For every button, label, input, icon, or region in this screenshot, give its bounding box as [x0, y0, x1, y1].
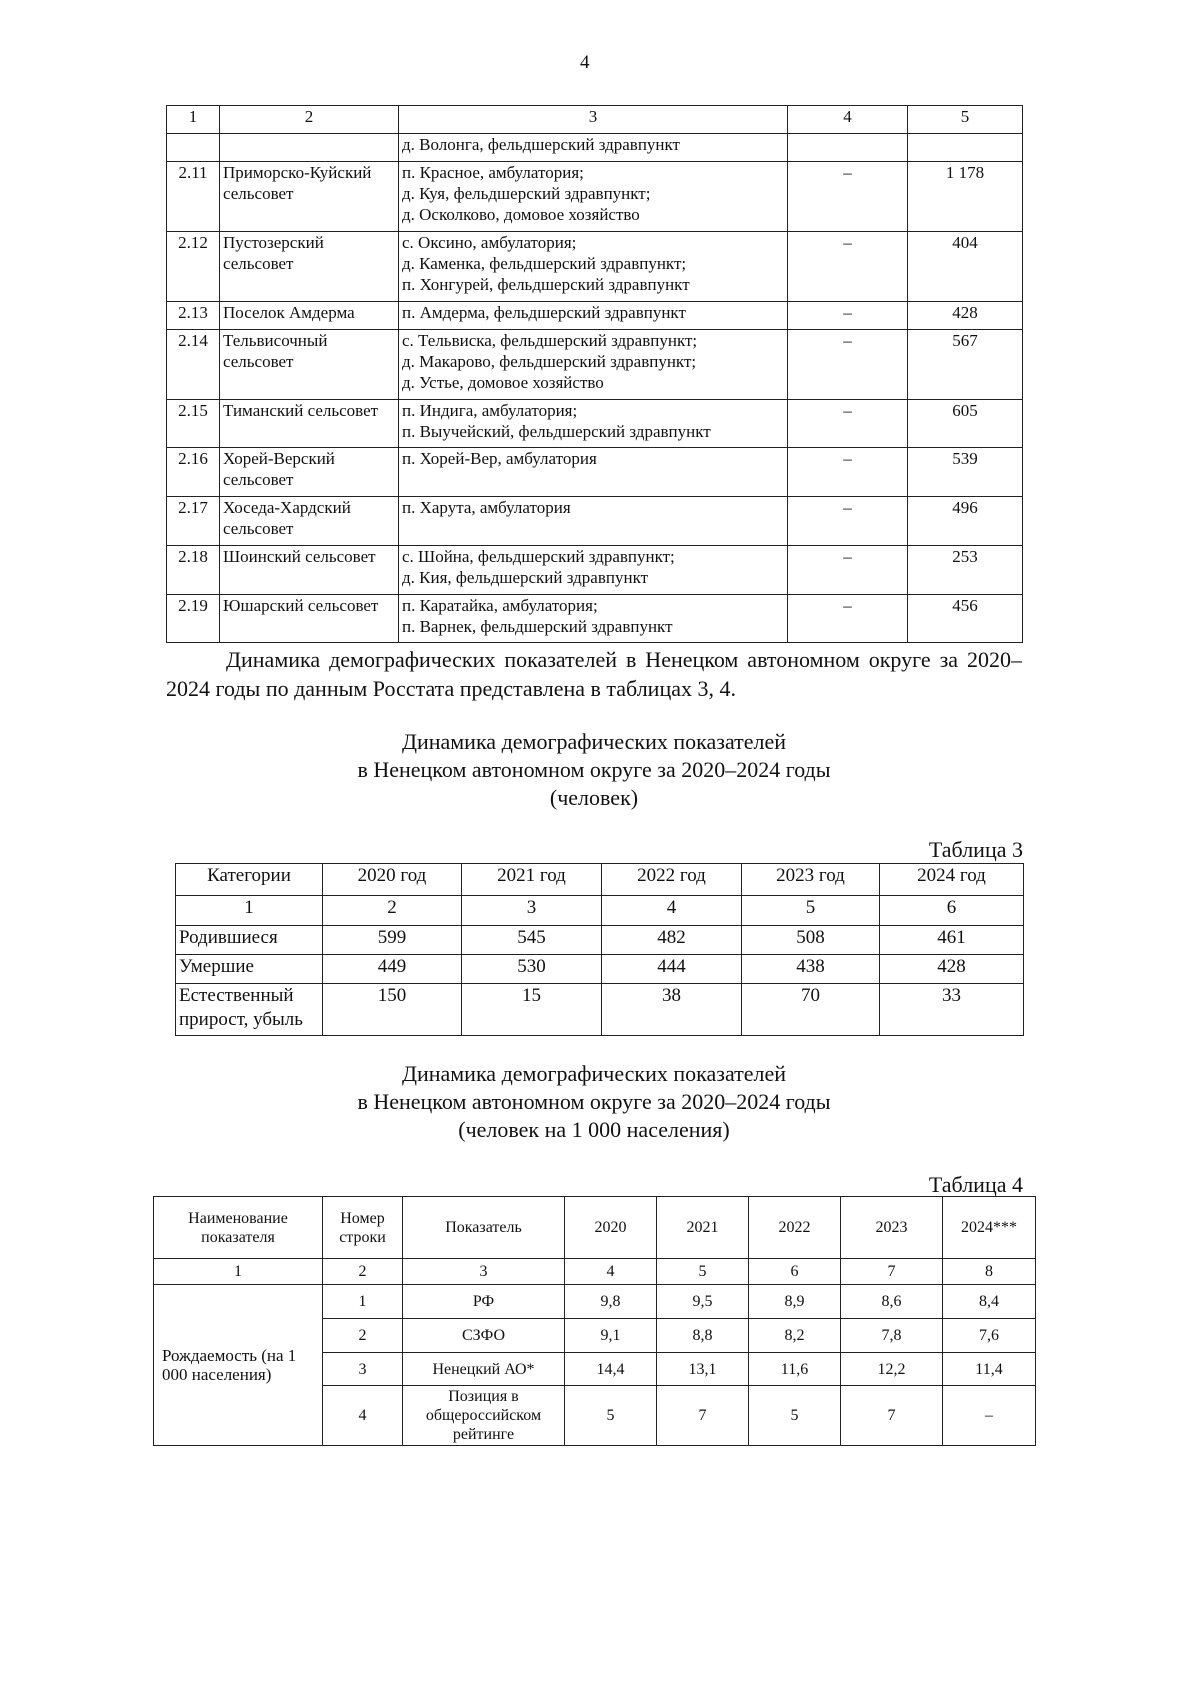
value-cell: 33 — [880, 984, 1024, 1036]
value-cell: 7,6 — [943, 1319, 1036, 1353]
column-4-value: – — [788, 595, 908, 643]
category-label: Умершие — [176, 955, 323, 984]
column-header: 2022 год — [602, 864, 742, 896]
population: 539 — [908, 448, 1023, 497]
column-header: 2023 год — [742, 864, 880, 896]
column-header: 2021 — [657, 1197, 749, 1259]
value-cell: 449 — [323, 955, 462, 984]
column-header: Номер строки — [323, 1197, 403, 1259]
municipality: Тиманский сельсовет — [220, 400, 399, 448]
value-cell: 11,6 — [749, 1353, 841, 1386]
population: 496 — [908, 497, 1023, 546]
number-row — [154, 1259, 1036, 1285]
column-number: 4 — [565, 1259, 657, 1285]
intro-paragraph: Динамика демографических показателей в Ненецком автономном округе за 2020–2024 годы по данным Росстата представлена в таблицах 3, 4. — [166, 647, 1022, 701]
table4-title-line: в Ненецком автономном округе за 2020–2024 годы — [357, 1089, 831, 1114]
municipality: Тельвисочный сельсовет — [220, 330, 399, 400]
value-cell: 599 — [323, 926, 462, 955]
municipality: Хоседа-Хардский сельсовет — [220, 497, 399, 546]
value-cell: 11,4 — [943, 1353, 1036, 1386]
row-number: 2.11 — [167, 162, 220, 232]
column-number: 2 — [323, 1259, 403, 1285]
value-cell: 14,4 — [565, 1353, 657, 1386]
value-cell: 8,2 — [749, 1319, 841, 1353]
column-4-value: – — [788, 497, 908, 546]
table3-label: Таблица 3 — [928, 837, 1023, 862]
facilities: п. Каратайка, амбулатория; п. Варнек, фельдшерский здравпункт — [399, 595, 788, 643]
demographics-absolute-table — [175, 863, 1024, 1036]
column-header: 2022 — [749, 1197, 841, 1259]
value-cell: 5 — [565, 1386, 657, 1446]
column-header: 2023 — [841, 1197, 943, 1259]
table-row — [167, 497, 1023, 546]
column-number: 1 — [176, 896, 323, 926]
row-number: 2.17 — [167, 497, 220, 546]
value-cell: 12,2 — [841, 1353, 943, 1386]
municipality: Шоинский сельсовет — [220, 546, 399, 595]
value-cell: 8,8 — [657, 1319, 749, 1353]
category-label: Естественный прирост, убыль — [176, 984, 323, 1036]
column-4-value: – — [788, 302, 908, 330]
column-4-value: – — [788, 546, 908, 595]
facilities: п. Красное, амбулатория; д. Куя, фельдшерский здравпункт; д. Осколково, домовое хозяйство — [399, 162, 788, 232]
row-number: 2.15 — [167, 400, 220, 448]
table3-title-line: Динамика демографических показателей — [401, 729, 787, 754]
column-4-value: – — [788, 232, 908, 302]
column-header: Показатель — [403, 1197, 565, 1259]
table-row — [176, 984, 1024, 1036]
column-number: 6 — [880, 896, 1024, 926]
value-cell: 15 — [462, 984, 602, 1036]
number-row — [176, 896, 1024, 926]
value-cell: 438 — [742, 955, 880, 984]
facilities: с. Оксино, амбулатория; д. Каменка, фельдшерский здравпункт; п. Хонгурей, фельдшерский здравпункт — [399, 232, 788, 302]
table3-title-line: в Ненецком автономном округе за 2020–2024 годы — [357, 757, 831, 782]
table-row — [167, 400, 1023, 448]
table-row — [167, 546, 1023, 595]
table4-title-line: Динамика демографических показателей — [401, 1061, 787, 1086]
value-cell: 461 — [880, 926, 1024, 955]
header-row — [154, 1197, 1036, 1259]
column-number: 3 — [403, 1259, 565, 1285]
value-cell: 150 — [323, 984, 462, 1036]
column-number: 5 — [908, 106, 1023, 134]
value-cell: 8,4 — [943, 1285, 1036, 1319]
value-cell: 444 — [602, 955, 742, 984]
column-4-value: – — [788, 330, 908, 400]
row-number: 2.13 — [167, 302, 220, 330]
column-header: Наименование показателя — [154, 1197, 323, 1259]
table3-title-line: (человек) — [549, 785, 639, 810]
column-4-value — [788, 134, 908, 162]
table-row — [167, 302, 1023, 330]
table-row — [167, 232, 1023, 302]
population: 404 — [908, 232, 1023, 302]
column-header: 2024*** — [943, 1197, 1036, 1259]
row-number: 2.16 — [167, 448, 220, 497]
value-cell: 9,1 — [565, 1319, 657, 1353]
row-number: 3 — [323, 1353, 403, 1386]
column-header: 2021 год — [462, 864, 602, 896]
table-row — [167, 134, 1023, 162]
table3-title — [166, 728, 1022, 812]
population: 428 — [908, 302, 1023, 330]
value-cell: 38 — [602, 984, 742, 1036]
value-cell: 9,5 — [657, 1285, 749, 1319]
value-cell: 9,8 — [565, 1285, 657, 1319]
table-row — [176, 926, 1024, 955]
table4-title — [166, 1060, 1022, 1144]
value-cell: 7 — [657, 1386, 749, 1446]
column-number: 5 — [742, 896, 880, 926]
municipality: Пустозерский сельсовет — [220, 232, 399, 302]
table4-label: Таблица 4 — [928, 1172, 1023, 1197]
municipality: Юшарский сельсовет — [220, 595, 399, 643]
indicator-label: РФ — [403, 1285, 565, 1319]
value-cell: 482 — [602, 926, 742, 955]
table4-title-line: (человек на 1 000 населения) — [458, 1117, 730, 1142]
value-cell: 8,6 — [841, 1285, 943, 1319]
column-header: 2024 год — [880, 864, 1024, 896]
category-label: Родившиеся — [176, 926, 323, 955]
facilities: д. Волонга, фельдшерский здравпункт — [399, 134, 788, 162]
value-cell: 70 — [742, 984, 880, 1036]
row-number: 4 — [323, 1386, 403, 1446]
demographics-rate-table — [153, 1196, 1036, 1446]
indicator-label: СЗФО — [403, 1319, 565, 1353]
population: 1 178 — [908, 162, 1023, 232]
facilities: п. Хорей-Вер, амбулатория — [399, 448, 788, 497]
column-number: 4 — [788, 106, 908, 134]
table-row — [167, 162, 1023, 232]
facilities: п. Амдерма, фельдшерский здравпункт — [399, 302, 788, 330]
row-number: 1 — [323, 1285, 403, 1319]
population: 567 — [908, 330, 1023, 400]
table-row — [154, 1285, 1036, 1319]
population: 253 — [908, 546, 1023, 595]
facilities-table — [166, 105, 1023, 643]
column-header: Категории — [176, 864, 323, 896]
value-cell: 7 — [841, 1386, 943, 1446]
population: 605 — [908, 400, 1023, 448]
column-number: 7 — [841, 1259, 943, 1285]
column-4-value: – — [788, 448, 908, 497]
column-number: 5 — [657, 1259, 749, 1285]
value-cell: 530 — [462, 955, 602, 984]
facilities: п. Индига, амбулатория; п. Выучейский, фельдшерский здравпункт — [399, 400, 788, 448]
value-cell: 545 — [462, 926, 602, 955]
value-cell: 7,8 — [841, 1319, 943, 1353]
column-number: 2 — [323, 896, 462, 926]
facilities: п. Харута, амбулатория — [399, 497, 788, 546]
value-cell: 8,9 — [749, 1285, 841, 1319]
municipality — [220, 134, 399, 162]
row-number: 2.18 — [167, 546, 220, 595]
column-number: 4 — [602, 896, 742, 926]
municipality: Поселок Амдерма — [220, 302, 399, 330]
municipality: Хорей-Верский сельсовет — [220, 448, 399, 497]
column-4-value: – — [788, 162, 908, 232]
column-number: 2 — [220, 106, 399, 134]
row-number: 2.14 — [167, 330, 220, 400]
table-row — [167, 448, 1023, 497]
column-header: 2020 — [565, 1197, 657, 1259]
column-number: 8 — [943, 1259, 1036, 1285]
table-row — [176, 955, 1024, 984]
header-row — [167, 106, 1023, 134]
population: 456 — [908, 595, 1023, 643]
facilities: с. Шойна, фельдшерский здравпункт; д. Кия, фельдшерский здравпункт — [399, 546, 788, 595]
column-number: 1 — [154, 1259, 323, 1285]
value-cell: 428 — [880, 955, 1024, 984]
facilities: с. Тельвиска, фельдшерский здравпункт; д. Макарово, фельдшерский здравпункт; д. Устье, домовое хозяйство — [399, 330, 788, 400]
indicator-label: Позиция в общероссийском рейтинге — [403, 1386, 565, 1446]
row-number — [167, 134, 220, 162]
row-number: 2.19 — [167, 595, 220, 643]
row-number: 2.12 — [167, 232, 220, 302]
value-cell: 5 — [749, 1386, 841, 1446]
indicator-label: Ненецкий АО* — [403, 1353, 565, 1386]
value-cell: 13,1 — [657, 1353, 749, 1386]
municipality: Приморско-Куйский сельсовет — [220, 162, 399, 232]
column-header: 2020 год — [323, 864, 462, 896]
value-cell: 508 — [742, 926, 880, 955]
table-row — [167, 595, 1023, 643]
column-4-value: – — [788, 400, 908, 448]
column-number: 1 — [167, 106, 220, 134]
header-row — [176, 864, 1024, 896]
value-cell: – — [943, 1386, 1036, 1446]
indicator-name: Рождаемость (на 1 000 населения) — [154, 1285, 323, 1446]
table-row — [167, 330, 1023, 400]
row-number: 2 — [323, 1319, 403, 1353]
column-number: 3 — [462, 896, 602, 926]
column-number: 3 — [399, 106, 788, 134]
population — [908, 134, 1023, 162]
page-number: 4 — [580, 52, 590, 73]
column-number: 6 — [749, 1259, 841, 1285]
